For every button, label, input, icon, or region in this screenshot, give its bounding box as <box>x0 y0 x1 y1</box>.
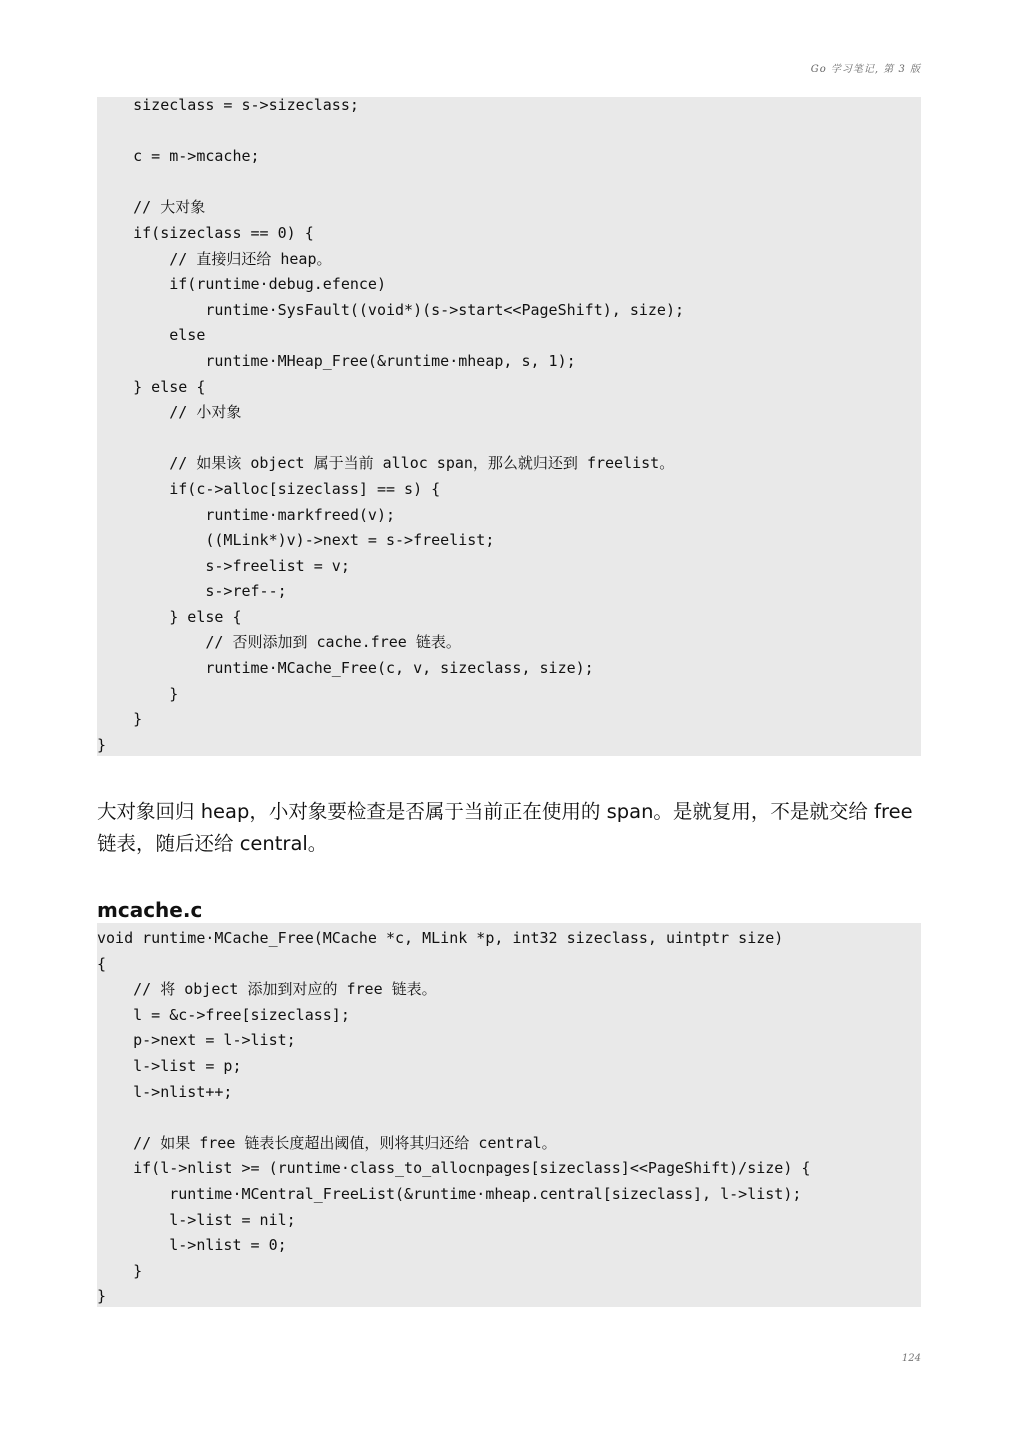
code-line: runtime·SysFault((void*)(s->start<<PageShift), size); <box>97 300 684 319</box>
code-line: } <box>97 710 143 729</box>
running-header: Go 学习笔记, 第 3 版 <box>810 64 921 75</box>
code-line: sizeclass = s->sizeclass; <box>97 96 359 114</box>
code-line: if(l->nlist >= (runtime·class_to_allocnpages[sizeclass]<<PageShift)/size) { <box>97 1159 811 1178</box>
code-line: } <box>97 684 179 703</box>
code-line: } else { <box>97 377 206 396</box>
code-line <box>97 119 921 145</box>
code-line: { <box>97 954 107 973</box>
code-line <box>97 426 921 452</box>
code-line: c = m->mcache; <box>97 147 260 166</box>
code-line: if(sizeclass == 0) { <box>97 223 314 242</box>
code-line: // 将 object 添加到对应的 free 链表。 <box>97 980 437 999</box>
code-line: // 大对象 <box>97 198 206 217</box>
code-line: l->list = nil; <box>97 1210 296 1229</box>
code-line: p->next = l->list; <box>97 1031 296 1050</box>
code-line: runtime·markfreed(v); <box>97 505 396 524</box>
code-line <box>97 1105 921 1131</box>
code-line: s->ref--; <box>97 582 287 601</box>
code-line: l->nlist++; <box>97 1082 233 1101</box>
code-line: } <box>97 1287 107 1306</box>
code-line: runtime·MCentral_FreeList(&runtime·mheap.central[sizeclass], l->list); <box>97 1184 802 1203</box>
code-line: // 否则添加到 cache.free 链表。 <box>97 633 461 652</box>
code-line: // 小对象 <box>97 403 242 422</box>
code-line: // 如果该 object 属于当前 alloc span，那么就归还到 freelist。 <box>97 454 675 473</box>
code-line: } <box>97 735 107 754</box>
code-line: // 如果 free 链表长度超出阈值，则将其归还给 central。 <box>97 1133 557 1152</box>
code-line: if(c->alloc[sizeclass] == s) { <box>97 479 441 498</box>
code-line: if(runtime·debug.efence) <box>97 275 386 294</box>
code-line: runtime·MHeap_Free(&runtime·mheap, s, 1); <box>97 351 576 370</box>
code-block-free-span <box>97 97 921 756</box>
code-line: runtime·MCache_Free(c, v, sizeclass, size); <box>97 659 594 678</box>
page-number: 124 <box>901 1353 921 1364</box>
body-paragraph: 大对象回归 heap，小对象要检查是否属于当前正在使用的 span。是就复用，不是就交给 free 链表，随后还给 central。 <box>97 800 913 855</box>
code-block-mcache-free <box>97 923 921 1307</box>
code-line: } <box>97 1261 143 1280</box>
code-line: ((MLink*)v)->next = s->freelist; <box>97 531 495 550</box>
code-line: s->freelist = v; <box>97 556 350 575</box>
code-line: // 直接归还给 heap。 <box>97 249 332 268</box>
code-line <box>97 170 921 196</box>
code-line: else <box>97 326 206 345</box>
code-line: void runtime·MCache_Free(MCache *c, MLink *p, int32 sizeclass, uintptr size) <box>97 929 784 947</box>
code-line: l->nlist = 0; <box>97 1236 287 1255</box>
code-line: } else { <box>97 607 242 626</box>
code-line: l = &c->free[sizeclass]; <box>97 1005 350 1024</box>
code-line: l->list = p; <box>97 1056 242 1075</box>
section-title: mcache.c <box>97 898 203 922</box>
